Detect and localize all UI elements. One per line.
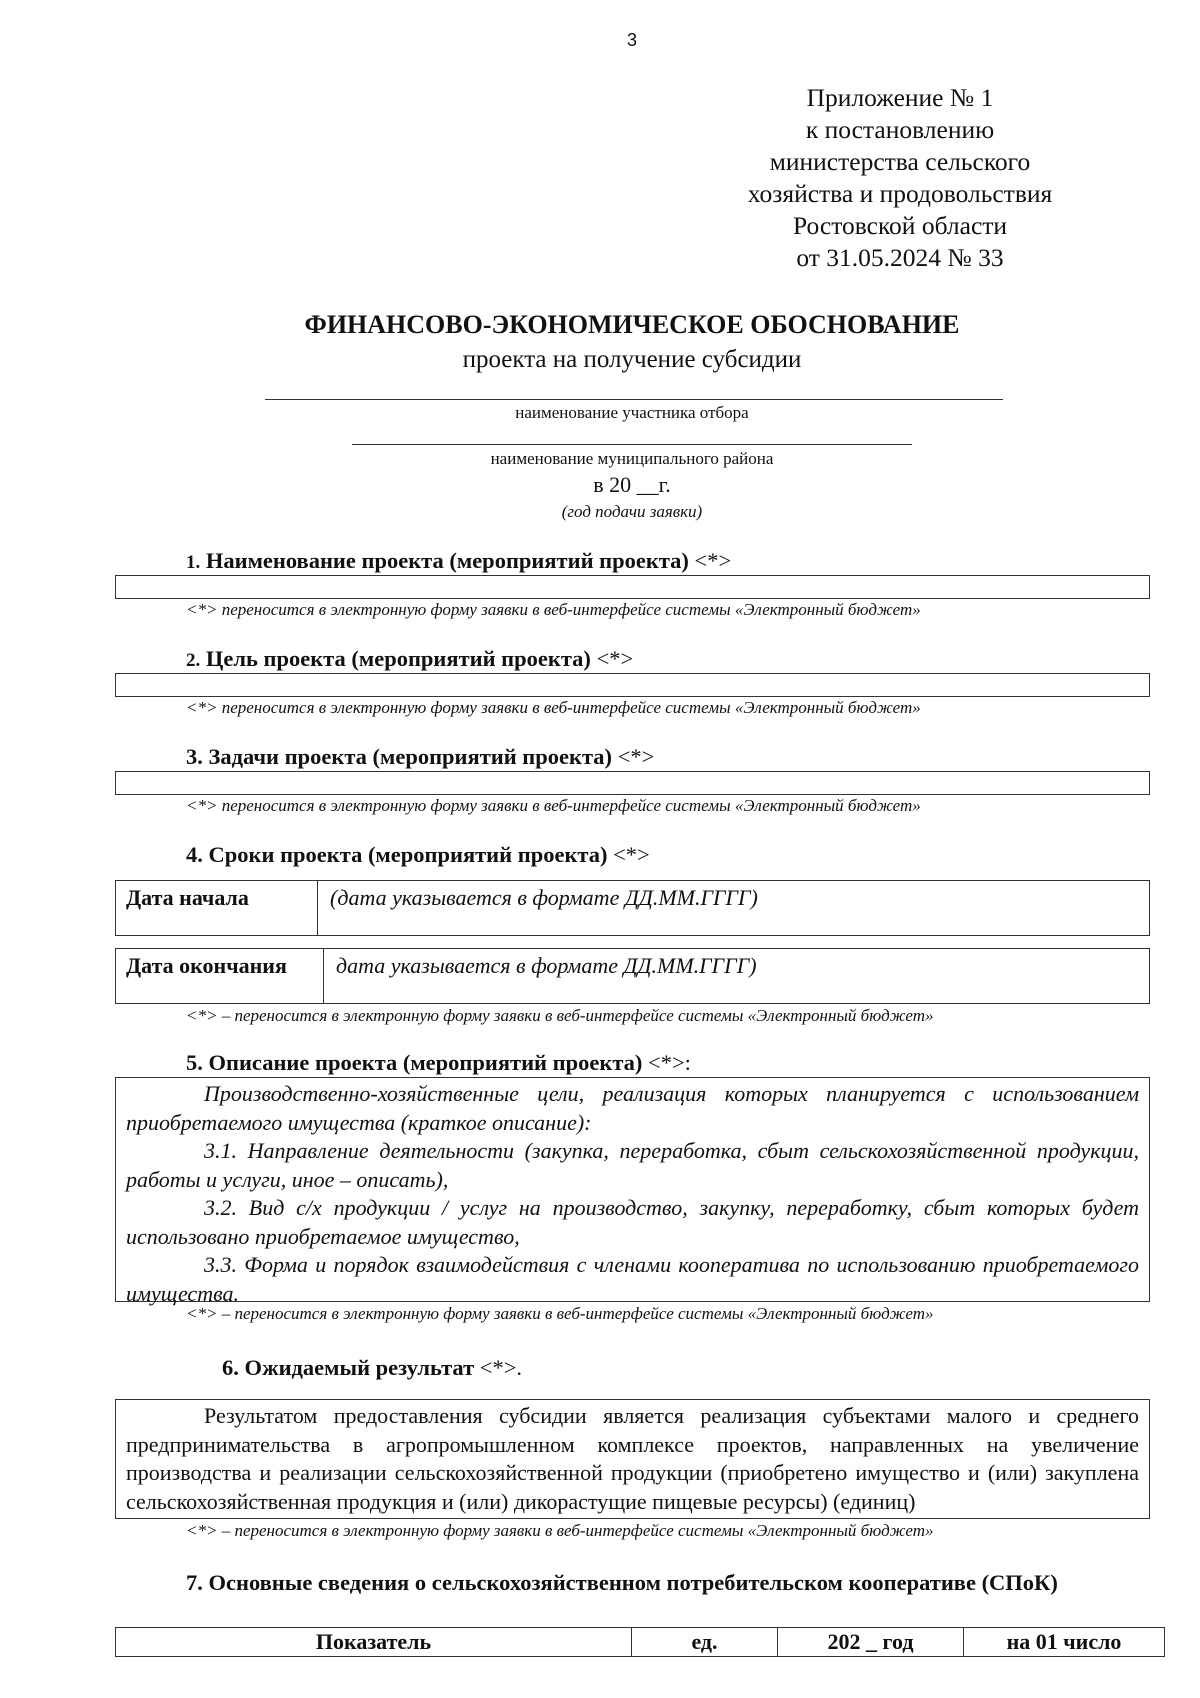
section-2-mark: <*> — [590, 646, 634, 671]
year-line: в 20 __г. — [593, 472, 671, 497]
section-4-mark: <*> — [607, 842, 650, 867]
indicators-table — [115, 1627, 1165, 1657]
appendix-line: к постановлению — [805, 115, 995, 144]
section-4-heading — [186, 842, 650, 868]
section-3-note: <*> переносится в электронную форму заявки в веб-интерфейсе системы «Электронный бюджет» — [186, 796, 921, 815]
table-header-unit: ед. — [632, 1628, 778, 1657]
participant-caption: наименование участника отбора — [515, 403, 749, 422]
section-2-number: 2. — [186, 650, 201, 671]
section-2-title: Цель проекта (мероприятий проекта) — [200, 646, 591, 671]
section-5-note: <*> – переносится в электронную форму заявки в веб-интерфейсе системы «Электронный бюджет» — [186, 1304, 934, 1323]
section-3-heading — [186, 744, 654, 770]
section-5-mark: <*>: — [642, 1050, 691, 1075]
table-header-indicator: Показатель — [116, 1628, 632, 1657]
participant-name-line[interactable] — [265, 399, 1003, 400]
section-7-heading — [186, 1570, 1058, 1596]
section-6-heading — [222, 1355, 522, 1381]
document-title: ФИНАНСОВО-ЭКОНОМИЧЕСКОЕ ОБОСНОВАНИЕ — [304, 310, 960, 339]
section-5-number: 5. — [186, 1050, 203, 1075]
section-6-mark: <*>. — [474, 1355, 523, 1380]
section-7-number: 7. — [186, 1570, 203, 1595]
section-1-input[interactable] — [115, 575, 1150, 599]
section-4-number: 4. — [186, 842, 203, 867]
section-1-mark: <*> — [688, 548, 732, 573]
section-4-title: Сроки проекта (мероприятий проекта) — [202, 842, 608, 867]
expected-result-box[interactable] — [115, 1399, 1150, 1519]
section-5-title: Описание проекта (мероприятий проекта) — [202, 1050, 643, 1075]
section-1-note: <*> переносится в электронную форму заявки в веб-интерфейсе системы «Электронный бюджет» — [186, 600, 921, 619]
section-3-input[interactable] — [115, 771, 1150, 795]
section-3-mark: <*> — [612, 744, 655, 769]
district-name-line[interactable] — [352, 444, 912, 445]
section-6-number: 6. — [222, 1355, 239, 1380]
section-3-title: Задачи проекта (мероприятий проекта) — [202, 744, 613, 769]
end-date-label: Дата окончания — [116, 949, 324, 1003]
section-6-note: <*> – переносится в электронную форму заявки в веб-интерфейсе системы «Электронный бюджет» — [186, 1521, 934, 1540]
table-header-row — [116, 1628, 1165, 1657]
end-date-field[interactable]: дата указывается в формате ДД.ММ.ГГГГ) — [336, 953, 757, 978]
section-5-heading — [186, 1050, 691, 1076]
section-3-number: 3. — [186, 744, 203, 769]
page-number: 3 — [626, 30, 637, 50]
start-date-label: Дата начала — [116, 881, 318, 935]
table-header-date: на 01 число — [964, 1628, 1165, 1657]
appendix-block — [700, 82, 1100, 274]
description-paragraph: Производственно-хозяйственные цели, реализация которых планируется с использованием приобретаемого имущества (краткое описание): — [126, 1081, 1139, 1135]
district-caption: наименование муниципального района — [490, 449, 774, 468]
appendix-line: от 31.05.2024 № 33 — [796, 243, 1004, 272]
section-7-title: Основные сведения о сельскохозяйственном потребительском кооперативе (СПоК) — [202, 1570, 1058, 1595]
document-subtitle: проекта на получение субсидии — [462, 346, 802, 373]
appendix-line: министерства сельского — [769, 147, 1031, 176]
project-description-box[interactable] — [115, 1077, 1150, 1306]
description-paragraph: 3.2. Вид с/х продукции / услуг на производство, закупку, переработку, сбыт которых будет использовано приобретаемое имущество, — [126, 1195, 1139, 1249]
section-4-note: <*> – переносится в электронную форму заявки в веб-интерфейсе системы «Электронный бюджет» — [186, 1006, 934, 1025]
end-date-row — [115, 948, 1150, 1004]
start-date-row — [115, 880, 1150, 936]
description-paragraph: 3.3. Форма и порядок взаимодействия с членами кооператива по использованию приобретаемого имущества. — [126, 1252, 1139, 1306]
section-1-number: 1. — [186, 552, 201, 573]
section-1-heading — [186, 548, 731, 574]
appendix-line: хозяйства и продовольствия — [747, 179, 1053, 208]
appendix-line: Ростовской области — [792, 211, 1008, 240]
table-header-year: 202 _ год — [778, 1628, 964, 1657]
section-2-note: <*> переносится в электронную форму заявки в веб-интерфейсе системы «Электронный бюджет» — [186, 698, 921, 717]
section-2-heading — [186, 646, 633, 672]
section-1-title: Наименование проекта (мероприятий проекта) — [200, 548, 689, 573]
year-caption: (год подачи заявки) — [561, 502, 703, 521]
section-6-title: Ожидаемый результат — [238, 1355, 475, 1380]
expected-result-text: Результатом предоставления субсидии является реализация субъектами малого и среднего предпринимательства в агропромышленном комплексе проектов, направленных на увеличение производства и реализации сельскохозяйственной продукции (приобретено имущество и (или) закуплена сельскохозяйственная продукция и (или) дикорастущие пищевые ресурсы) (единиц) — [126, 1403, 1139, 1514]
description-paragraph: 3.1. Направление деятельности (закупка, переработка, сбыт сельскохозяйственной продукции, работы и услуги, иное – описать), — [126, 1138, 1139, 1192]
section-2-input[interactable] — [115, 673, 1150, 697]
start-date-field[interactable]: (дата указывается в формате ДД.ММ.ГГГГ) — [330, 885, 758, 910]
appendix-line: Приложение № 1 — [806, 83, 994, 112]
